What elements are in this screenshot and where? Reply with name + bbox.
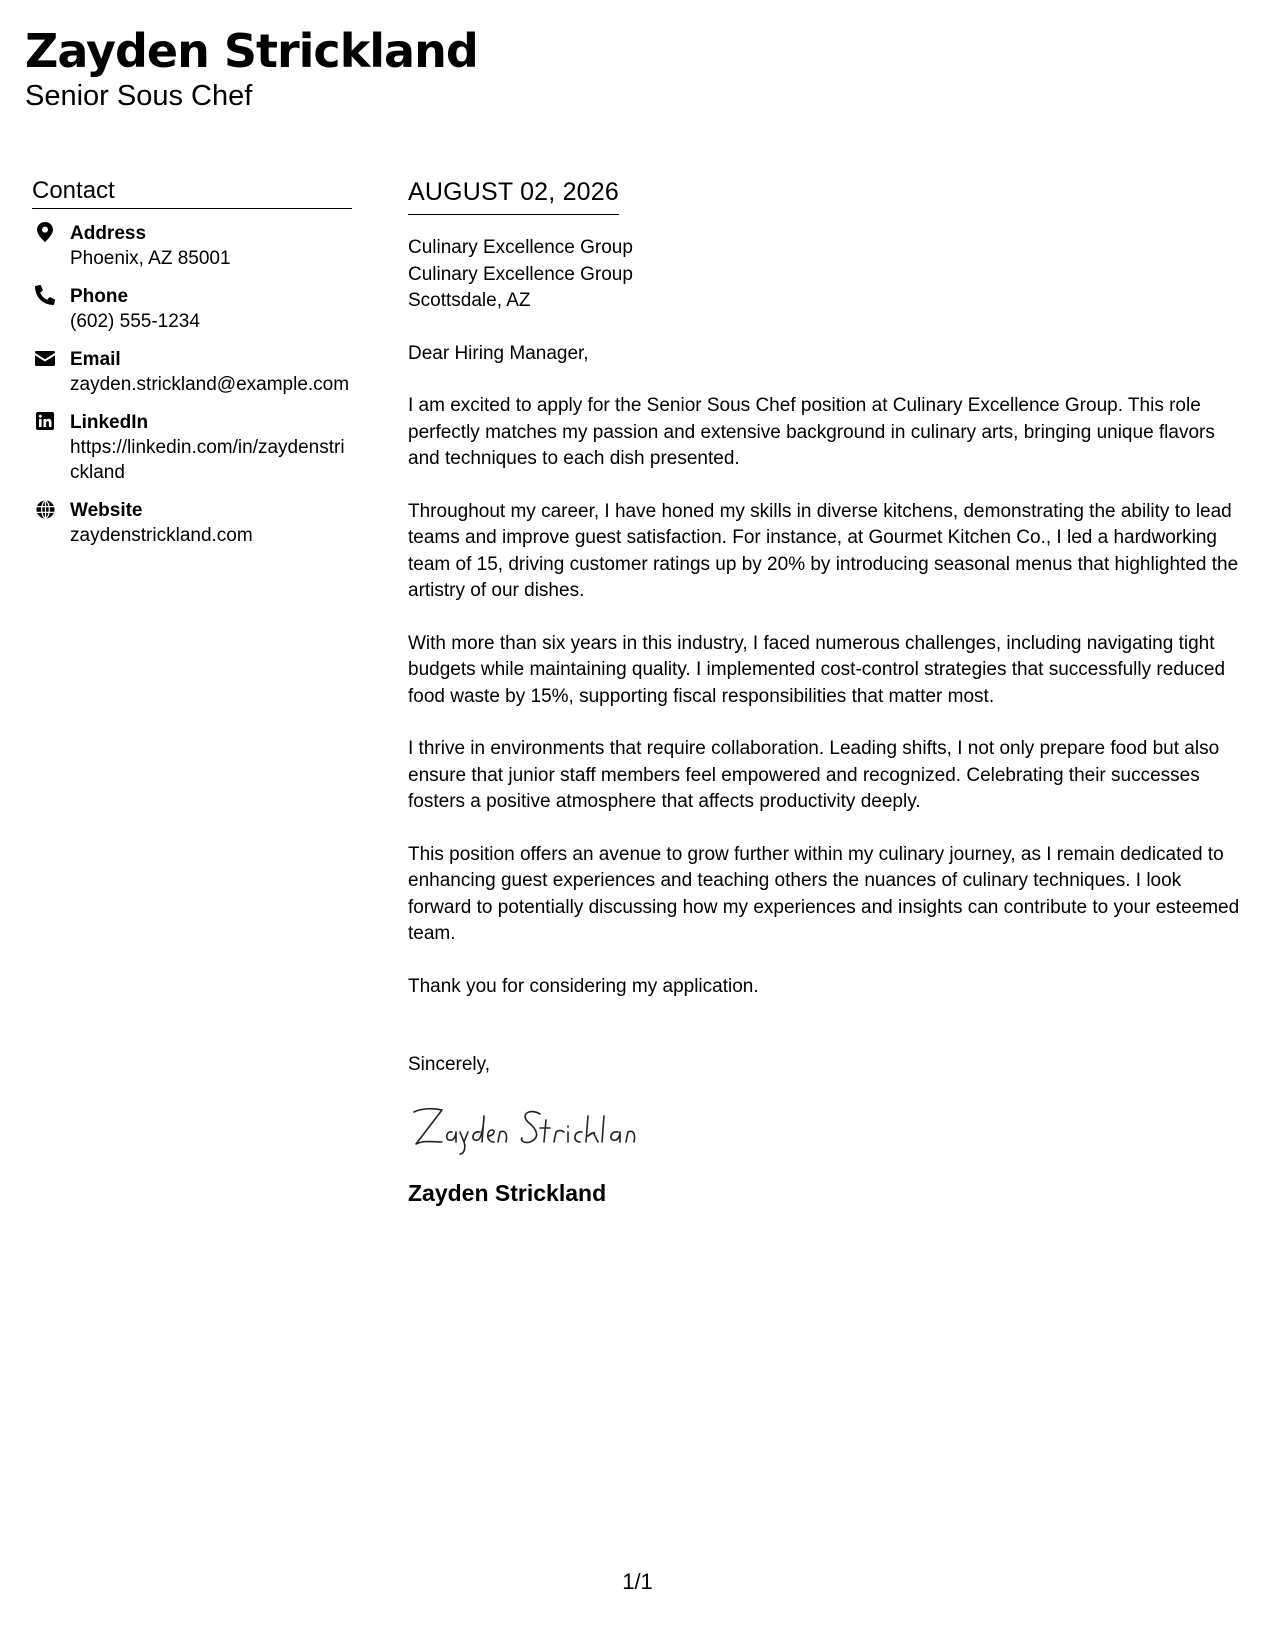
letter-body — [408, 176, 1248, 1208]
closing: Sincerely, — [408, 1054, 491, 1075]
contact-sidebar — [32, 176, 352, 561]
address-value: Phoenix, AZ 85001 — [70, 248, 231, 269]
signature-image — [408, 1102, 1248, 1158]
linkedin-link[interactable]: https://linkedin.com/in/zaydenstrickland — [70, 437, 345, 483]
contact-label: LinkedIn — [70, 412, 149, 433]
header — [25, 22, 478, 112]
letter-paragraph: With more than six years in this industry, I faced numerous challenges, including navigating tight budgets while maintaining quality. I implemented cost-control strategies that successfully reduced food waste by 15%, supporting fiscal responsibilities that matter most. — [408, 632, 1226, 707]
contact-item-address — [32, 221, 352, 271]
recipient-line: Culinary Excellence Group — [408, 237, 633, 258]
linkedin-icon — [34, 410, 56, 432]
contact-label: Email — [70, 349, 121, 370]
contact-item-email — [32, 347, 352, 397]
phone-value: (602) 555-1234 — [70, 311, 200, 332]
map-pin-icon — [34, 221, 56, 243]
website-link[interactable]: zaydenstrickland.com — [70, 525, 253, 546]
contact-item-website — [32, 498, 352, 548]
letter-paragraph: This position offers an avenue to grow further within my culinary journey, as I remain dedicated to enhancing guest experiences and teaching others the nuances of culinary techniques. I look forward to potentially discussing how my experiences and insights can contribute to your esteemed team. — [408, 843, 1240, 944]
contact-item-linkedin — [32, 410, 352, 485]
letter-paragraph: I thrive in environments that require collaboration. Leading shifts, I not only prepare food but also ensure that junior staff members feel empowered and recognized. Celebrating their successes fosters a positive atmosphere that affects productivity deeply. — [408, 738, 1220, 812]
recipient-line: Scottsdale, AZ — [408, 290, 531, 311]
phone-icon — [34, 284, 56, 306]
contact-label: Address — [70, 223, 147, 244]
recipient-block — [408, 235, 1248, 315]
applicant-name: Zayden Strickland — [25, 24, 478, 78]
signer-name: Zayden Strickland — [408, 1180, 607, 1206]
page-number: 1/1 — [622, 1569, 653, 1594]
letter-paragraph: Thank you for considering my application. — [408, 975, 759, 997]
recipient-line: Culinary Excellence Group — [408, 263, 633, 285]
contact-heading: Contact — [32, 176, 352, 209]
contact-label: Website — [70, 500, 143, 521]
globe-icon — [34, 498, 56, 520]
contact-label: Phone — [70, 286, 129, 307]
contact-item-phone — [32, 284, 352, 334]
email-link[interactable]: zayden.strickland@example.com — [70, 374, 350, 395]
letter-paragraph: I am excited to apply for the Senior Sous Chef position at Culinary Excellence Group. This role perfectly matches my passion and extensive background in culinary arts, bringing unique flavors and techniques to each dish presented. — [408, 395, 1215, 469]
salutation: Dear Hiring Manager, — [408, 342, 589, 364]
job-title: Senior Sous Chef — [25, 80, 253, 112]
letter-date: AUGUST 02, 2026 — [408, 176, 619, 215]
envelope-icon — [34, 347, 56, 369]
letter-paragraph: Throughout my career, I have honed my skills in diverse kitchens, demonstrating the ability to lead teams and improve guest satisfaction. For instance, at Gourmet Kitchen Co., I led a hardworking team of 15, driving customer ratings up by 20% by introducing seasonal menus that highlighted the artistry of our dishes. — [408, 500, 1239, 601]
